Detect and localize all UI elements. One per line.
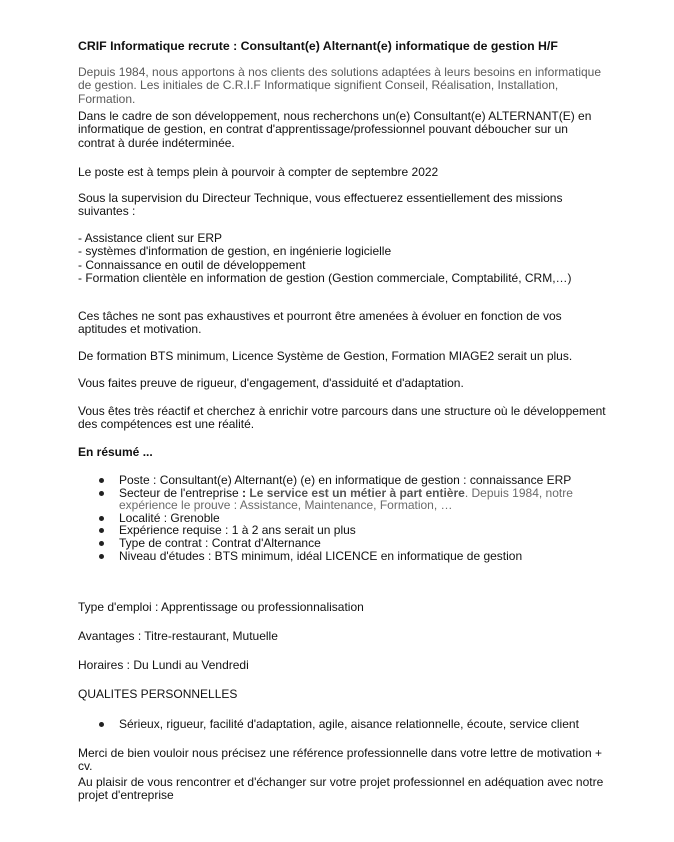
summary-item-contrat: Type de contrat : Contrat d'Alternance: [97, 537, 602, 550]
personal-qualities-item: Sérieux, rigueur, facilité d'adaptation, agile, aisance relationnelle, écoute, service client: [97, 718, 602, 731]
education-paragraph: De formation BTS minimum, Licence Système de Gestion, Formation MIAGE2 serait un plus.: [78, 349, 573, 363]
summary-list: [97, 474, 602, 562]
bullet-icon: [99, 541, 104, 546]
summary-item-experience: Expérience requise : 1 à 2 ans serait un plus: [97, 524, 602, 537]
personal-qualities-heading: QUALITES PERSONNELLES: [78, 687, 238, 701]
mission-item: - systèmes d'information de gestion, en ingénierie logicielle: [78, 244, 392, 259]
recruitment-paragraph: Dans le cadre de son développement, nous recherchons un(e) Consultant(e) ALTERNANT(E) en informatique de gestion, en contrat d'apprentissage/professionnel pouvant déboucher sur un contrat à durée indéterminée.: [78, 109, 592, 150]
mission-item: - Connaissance en outil de développement: [78, 257, 306, 272]
bullet-icon: [99, 478, 104, 483]
tasks-paragraph: Ces tâches ne sont pas exhaustives et pourront être amenées à évoluer en fonction de vos aptitudes et motivation.: [78, 309, 562, 337]
closing-paragraph: Au plaisir de vous rencontrer et d'échanger sur votre projet professionnel en adéquation avec notre projet d'entreprise: [78, 775, 604, 803]
summary-item-secteur: Secteur de l'entreprise : Le service est un métier à part entière. Depuis 1984, notre expérience le prouve : Assistance, Maintenance, Formation, …: [97, 487, 602, 512]
benefits: Avantages : Titre-restaurant, Mutuelle: [78, 629, 278, 643]
start-date-paragraph: Le poste est à temps plein à pourvoir à compter de septembre 2022: [78, 165, 439, 179]
summary-item-niveau: Niveau d'études : BTS minimum, idéal LICENCE en informatique de gestion: [97, 550, 602, 563]
mission-item: - Formation clientèle en information de gestion (Gestion commerciale, Comptabilité, CRM,…): [78, 271, 572, 286]
bullet-icon: [99, 722, 104, 727]
bullet-icon: [99, 528, 104, 533]
summary-item-poste: Poste : Consultant(e) Alternant(e) (e) en informatique de gestion : connaissance ERP: [97, 474, 602, 487]
bullet-icon: [99, 554, 104, 559]
reference-request-paragraph: Merci de bien vouloir nous précisez une référence professionnelle dans votre lettre de motivation + cv.: [78, 746, 602, 774]
company-intro: Depuis 1984, nous apportons à nos clients des solutions adaptées à leurs besoins en informatique de gestion. Les initiales de C.R.I.F Informatique signifient Conseil, Réalisation, Installation, Formation.: [78, 65, 602, 106]
schedule: Horaires : Du Lundi au Vendredi: [78, 658, 249, 672]
page-title: CRIF Informatique recrute : Consultant(e) Alternant(e) informatique de gestion H/F: [78, 39, 558, 53]
reactivity-paragraph: Vous êtes très réactif et cherchez à enrichir votre parcours dans une structure où le développement des compétences est une réalité.: [78, 404, 606, 432]
supervision-paragraph: Sous la supervision du Directeur Technique, vous effectuerez essentiellement des missions suivantes :: [78, 191, 563, 219]
bullet-icon: [99, 516, 104, 521]
summary-item-localite: Localité : Grenoble: [97, 512, 602, 525]
summary-heading: En résumé ...: [78, 445, 153, 459]
mission-item: - Assistance client sur ERP: [78, 231, 223, 245]
personal-qualities-list: [97, 718, 602, 731]
missions-list: [78, 232, 572, 286]
bullet-icon: [99, 491, 104, 496]
employment-type: Type d'emploi : Apprentissage ou professionnalisation: [78, 600, 364, 614]
qualities-paragraph: Vous faites preuve de rigueur, d'engagement, d'assiduité et d'adaptation.: [78, 376, 464, 390]
